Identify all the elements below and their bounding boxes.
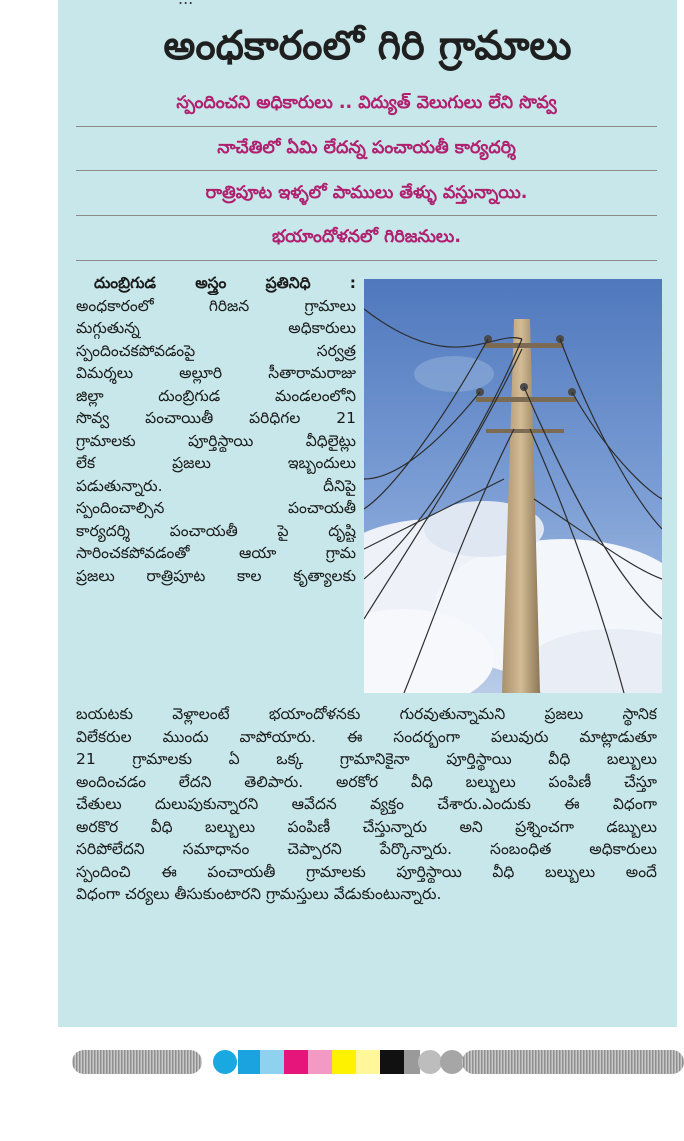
divider-rule (76, 260, 657, 261)
byline-and-column (76, 272, 356, 587)
column-line-12: సారించకపోవడంతో ఆయా గ్రామ (76, 544, 356, 562)
body-line-2: విలేకరుల ముందు వాపోయారు. ఈ సందర్భంగా పలువురు మాట్లాడుతూ (76, 727, 657, 746)
column-line-4: విమర్శలు అల్లూరి సీతారామరాజు (76, 364, 356, 382)
divider-rule (76, 170, 657, 171)
electric-pole-photo (364, 279, 662, 693)
body-line-4: అందించడం లేదని తెలిపారు. అరకోర వీధి బల్బులు పంపిణీ చేస్తూ (76, 772, 657, 791)
body-line-8: స్పందించి ఈ పంచాయతీ గ్రామాలకు పూర్తిస్థాయి వీధి బల్బులు అందే (76, 862, 657, 881)
body-line-3: 21 గ్రామాలకు ఏ ఒక్క గ్రామానికైనా పూర్తిస్థాయి వీధి బల్బులు (76, 750, 657, 768)
body-line-5: చేతులు దులుపుకున్నారని ఆవేదన వ్యక్తం చేశారు.ఎందుకు ఈ విధంగా (76, 795, 657, 813)
column-line-5: జిల్లా దుంబ్రిగుడ మండలంలోని (76, 386, 356, 405)
subheading-4: భయాందోళనలో గిరిజనులు. (272, 227, 461, 247)
cut-off-top-text (178, 0, 478, 8)
article-panel (58, 0, 677, 1027)
body-line-1: బయటకు వెళ్లాలంటే భయాందోళనకు గురవుతున్నామని ప్రజలు స్థానిక (76, 705, 657, 723)
electric-pole-with-wires-against-sky-icon (364, 279, 662, 693)
column-line-9: పడుతున్నారు. దీనిపై (76, 476, 356, 495)
subheading-2: నాచేతిలో ఏమి లేదన్న పంచాయతీ కార్యదర్శి (217, 138, 516, 158)
column-line-10: స్పందించాల్సిన పంచాయతీ (76, 499, 356, 517)
headline: అంధకారంలో గిరి గ్రామాలు (163, 23, 572, 69)
column-line-13: ప్రజలు రాత్రిపూట కాల కృత్యాలకు (76, 566, 356, 585)
column-line-3: స్పందించకపోవడంపై సర్వత్ర (76, 341, 356, 360)
subheading-1: స్పందించని అధికారులు .. విద్యుత్ వెలుగులు లేని సొవ్వ (176, 93, 557, 113)
column-line-2: మగ్గుతున్న అధికారులు (76, 319, 356, 337)
article-body-full-width (76, 703, 657, 906)
body-line-7: సరిపోలేదని సమాధానం చెప్పారని పేర్కొన్నారు. సంబంధిత అధికారులు (76, 840, 657, 858)
divider-rule (76, 215, 657, 216)
column-line-8: లేక ప్రజలు ఇబ్బందులు (76, 454, 356, 472)
column-line-6: సొవ్వ పంచాయితీ పరిధిగల 21 (76, 409, 356, 427)
byline: దుంబ్రిగుడ అస్త్రం ప్రతినిధి : (94, 274, 356, 292)
print-registration-color-bar (70, 1047, 684, 1077)
column-line-7: గ్రామాలకు పూర్తిస్థాయి వీధిలైట్లు (76, 431, 356, 450)
body-line-6: అరకొర వీధి బల్బులు పంపిణీ చేస్తున్నారు అని ప్రశ్నించగా డబ్బులు (76, 817, 657, 836)
subheading-3: రాత్రిపూట ఇళ్ళలో పాములు తేళ్ళు వస్తున్నాయి. (205, 183, 528, 203)
column-line-11: కార్యదర్శి పంచాయతీ పై దృష్టి (76, 521, 356, 540)
divider-rule (76, 126, 657, 127)
body-line-last: విధంగా చర్యలు తీసుకుంటారని గ్రామస్తులు వేడుకుంటున్నారు. (76, 885, 442, 903)
column-line-1: అంధకారంలో గిరిజన గ్రామాలు (76, 296, 356, 315)
